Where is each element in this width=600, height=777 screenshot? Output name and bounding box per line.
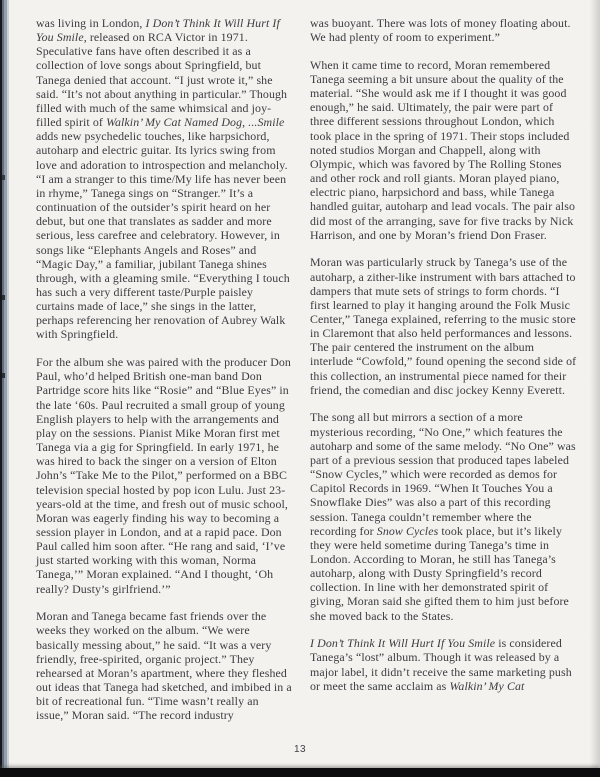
page-content — [36, 16, 578, 723]
paragraph: For the album she was paired with the producer Don Paul, who’d helped British one-man band Don Partridge score hits like “Rosie” and “Blue Eyes” in the late ‘60s. Paul recruited a small group of young English players to help with the arrangements and play on the sessions. Pianist Mike Moran first met Tanega via a gig for Springfield. In early 1971, he was hired to back the singer on a version of Elton John’s “Take Me to the Pilot,” performed on a BBC television special hosted by pop icon Lulu. Just 23-years-old at the time, and fresh out of music school, Moran was eagerly finding his way to becoming a session player in London, and at a rapid pace. Don Paul called him soon after. “He rang and said, ‘I’ve just started working with this woman, Norma Tanega,’” Moran explained. “And I thought, ‘Oh really? Dusty’s girlfriend.’” — [36, 355, 291, 596]
paragraph: Moran was particularly struck by Tanega’s use of the autoharp, a zither-like instrument with bars attached to dampers that mute sets of strings to form chords. “I first learned to play it hanging around the Folk Music Center,” Tanega explained, referring to the music store in Claremont that also held performances and lessons. The pair centered the instrument on the album interlude “Cowfold,” found opening the second side of this collection, an instrumental piece named for their friend, the comedian and disc jockey Kenny Everett. — [310, 255, 577, 397]
paragraph: The song all but mirrors a section of a more mysterious recording, “No One,” which features the autoharp and some of the same melody. “No One” was part of a previous session that produced tapes labeled “Snow Cycles,” which were recorded as demos for Capitol Records in 1969. “When It Touches You a Snowflake Dies” was also a part of this recording session. Tanega couldn’t remember where the recording for Snow Cycles took place, but it’s likely they were held sometime during Tanega’s time in London. According to Moran, he still has Tanega’s autoharp, along with Dusty Springfield’s record collection. In line with her demonstrated spirit of giving, Moran said she gifted them to him just before she moved back to the States. — [310, 410, 576, 623]
left-column — [36, 16, 292, 723]
paragraph: was buoyant. There was lots of money floating about. We had plenty of room to experiment.” — [310, 16, 571, 45]
paragraph: When it came time to record, Moran remembered Tanega seeming a bit unsure about the quality of the material. “She would ask me if I thought it was good enough,” he said. Ultimately, the pair were part of three different sessions throughout London, which took place in the spring of 1971. Their stops included noted studios Morgan and Chappell, along with Olympic, which was favored by The Rolling Stones and other rock and roll giants. Moran played piano, electric piano, harpsichord and bass, while Tanega handled guitar, autoharp and lead vocals. The pair also did most of the arranging, save for five tracks by Nick Harrison, and one by Moran’s friend Don Fraser. — [310, 57, 575, 242]
page-right-edge — [586, 0, 600, 768]
paragraph: Moran and Tanega became fast friends over the weeks they worked on the album. “We were basically messing about,” he said. “It was a very friendly, free-spirited, organic project.” They rehearsed at Moran’s apartment, where they fleshed out ideas that Tanega had sketched, and imbibed in a bit of recreational fun. “Time wasn’t really an issue,” Moran said. “The record industry — [36, 609, 292, 723]
paragraph: I Don’t Think It Will Hurt If You Smile is considered Tanega’s “lost” album. Though it was released by a major label, it didn’t receive the same marketing push or meet the same acclaim as Walkin’ My Cat — [310, 636, 572, 693]
right-column — [310, 16, 578, 723]
page-left-edge — [0, 0, 9, 777]
page-bottom-edge — [0, 768, 600, 777]
paragraph: was living in London, I Don’t Think It Will Hurt If You Smile, released on RCA Victor in 1971. Speculative fans have often described it as a collection of love songs about Springfield, but Tanega denied that account. “I just wrote it,” she said. “It’s not about anything in particular.” Though filled with much of the same whimsical and joy-filled spirit of Walkin’ My Cat Named Dog, ...Smile adds new psychedelic touches, like harpsichord, autoharp and electric guitar. Its lyrics swing from love and adoration to introspection and melancholy. “I am a stranger to this time/My life has never been in rhyme,” Tanega sings on “Stranger.” It’s a continuation of the outsider’s spirit heard on her debut, but one that translates as sadder and more serious, less carefree and celebratory. However, in songs like “Elephants Angels and Roses” and “Magic Day,” a familiar, jubilant Tanega shines through, with a gleaming smile. “Everything I touch has such a very different taste/Purple paisley curtains made of lace,” she sings in the latter, perhaps referencing her renovation of Aubrey Walk with Springfield. — [36, 16, 290, 342]
page-number: 13 — [293, 744, 307, 755]
